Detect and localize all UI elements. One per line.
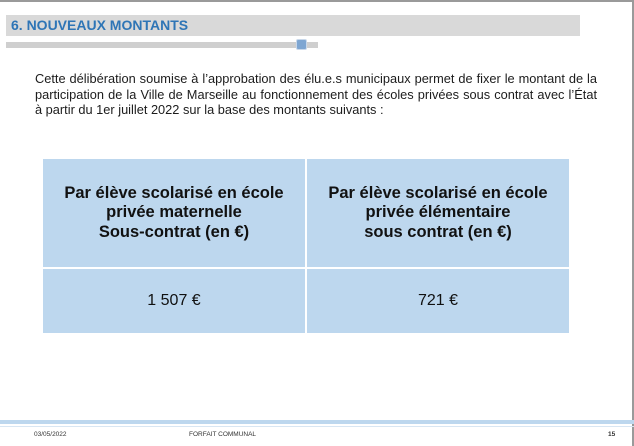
table-header-row — [42, 158, 570, 268]
title-underline-divider — [6, 42, 318, 48]
footer-date: 03/05/2022 — [34, 431, 67, 438]
section-title: 6. NOUVEAUX MONTANTS — [11, 17, 189, 33]
footer-rule-thick — [0, 420, 634, 424]
amounts-table — [41, 157, 571, 335]
intro-paragraph: Cette délibération soumise à l’approbation des élu.e.s municipaux permet de fixer le montant de la participation de la Ville de Marseille au fonctionnement des écoles privées sous contrat avec l’État à partir du 1er juillet 2022 sur la base des montants suivants : — [35, 71, 597, 117]
footer-rule-thin — [0, 426, 634, 427]
amount-maternelle: 1 507 € — [42, 268, 306, 334]
amount-elementaire: 721 € — [306, 268, 570, 334]
header-elementaire: Par élève scolarisé en école privée élémentaire sous contrat (en €) — [306, 158, 570, 268]
page-number: 15 — [608, 431, 616, 438]
selection-handle-icon[interactable] — [296, 39, 307, 50]
table-row — [42, 268, 570, 334]
slide-top-border — [0, 0, 634, 2]
header-maternelle: Par élève scolarisé en école privée maternelle Sous-contrat (en €) — [42, 158, 306, 268]
footer-label: FORFAIT COMMUNAL — [189, 431, 257, 438]
